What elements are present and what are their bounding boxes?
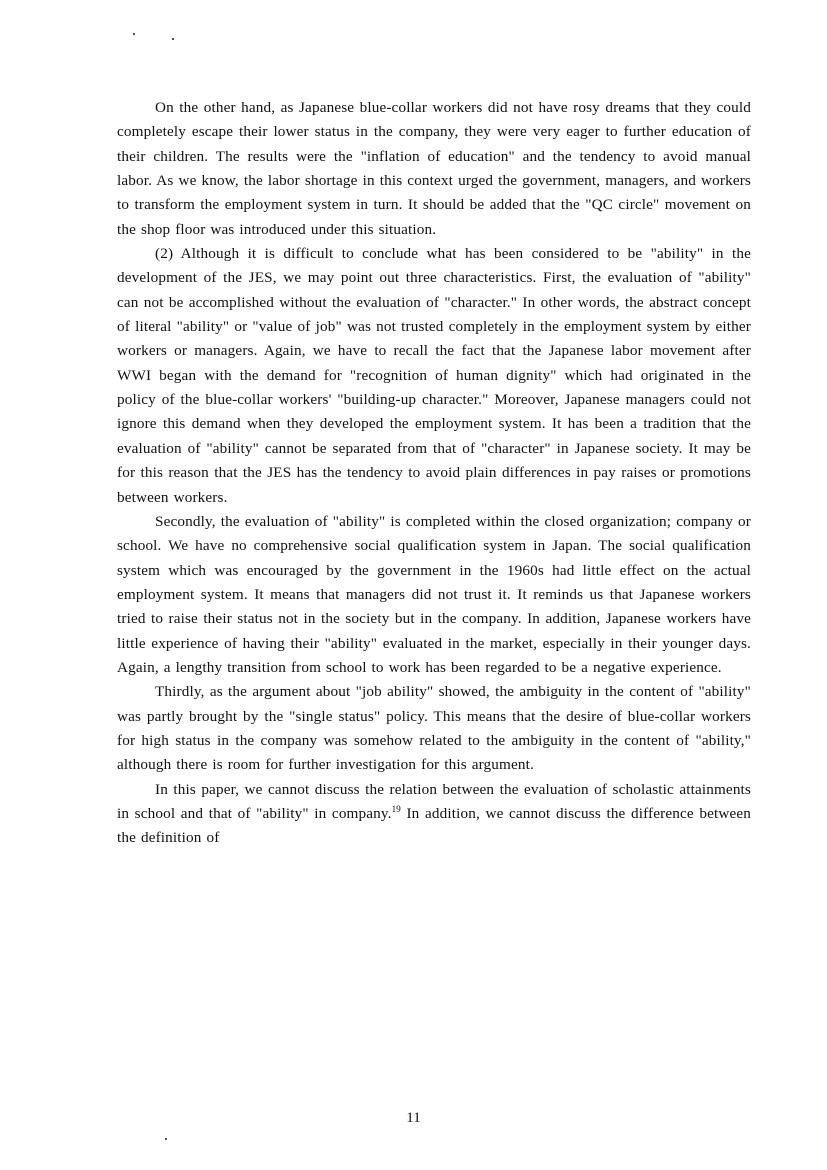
scan-speck	[172, 38, 174, 40]
body-text	[117, 96, 751, 851]
scan-speck	[133, 33, 135, 35]
page-number: 11	[406, 1110, 421, 1126]
paragraph-ability-characteristics	[117, 242, 751, 510]
footnote-reference[interactable]: 19	[391, 803, 401, 814]
paragraph-scholastic-attainments	[117, 778, 751, 851]
paragraph-secondly-closed-organization	[117, 510, 751, 680]
paragraph-text: (2) Although it is difficult to conclude what has been considered to be "ability" in the development of the JES, we may point out three characteristics. First, the evaluation of "ability" can not be accomplished without the evaluation of "character." In other words, the abstract concept of literal "ability" or "value of job" was not trusted completely in the employment system by either workers or managers. Again, we have to recall the fact that the Japanese labor movement after WWI began with the demand for "recognition of human dignity" which had originated in the policy of the blue-collar workers' "building-up character." Moreover, Japanese managers could not ignore this demand when they developed the employment system. It has been a tradition that the evaluation of "ability" cannot be separated from that of "character" in Japanese society. It may be for this reason that the JES has the tendency to avoid plain differences in pay raises or promotions between workers.	[117, 245, 751, 506]
scan-speck	[165, 1138, 167, 1140]
paragraph-text: In this paper, we cannot discuss the relation between the evaluation of scholastic attainments in school and that of "ability" in company.	[117, 780, 751, 822]
paragraph-text: On the other hand, as Japanese blue-collar workers did not have rosy dreams that they could completely escape their lower status in the company, they were very eager to further education of their children. The results were the "inflation of education" and the tendency to avoid manual labor. As we know, the labor shortage in this context urged the government, managers, and workers to transform the employment system in turn. It should be added that the "QC circle" movement on the shop floor was introduced under this situation.	[117, 99, 751, 238]
paragraph-text-continued: In addition, we cannot discuss the difference between the definition of	[117, 804, 751, 847]
paragraph-text: Secondly, the evaluation of "ability" is completed within the closed organization; company or school. We have no comprehensive social qualification system in Japan. The social qualification system which was encouraged by the government in the 1960s had little effect on the actual employment system. It means that managers did not trust it. It reminds us that Japanese workers tried to raise their status not in the society but in the company. In addition, Japanese workers have little experience of having their "ability" evaluated in the market, especially in their younger days. Again, a lengthy transition from school to work has been regarded to be a negative experience.	[117, 512, 751, 676]
paragraph-thirdly-job-ability	[117, 680, 751, 777]
paragraph-text: Thirdly, as the argument about "job ability" showed, the ambiguity in the content of "ability" was partly brought by the "single status" policy. This means that the desire of blue-collar workers for high status in the company was somehow related to the ambiguity in the content of "ability," although there is room for further investigation for this argument.	[117, 683, 751, 774]
paragraph-japanese-workers-education	[117, 96, 751, 242]
